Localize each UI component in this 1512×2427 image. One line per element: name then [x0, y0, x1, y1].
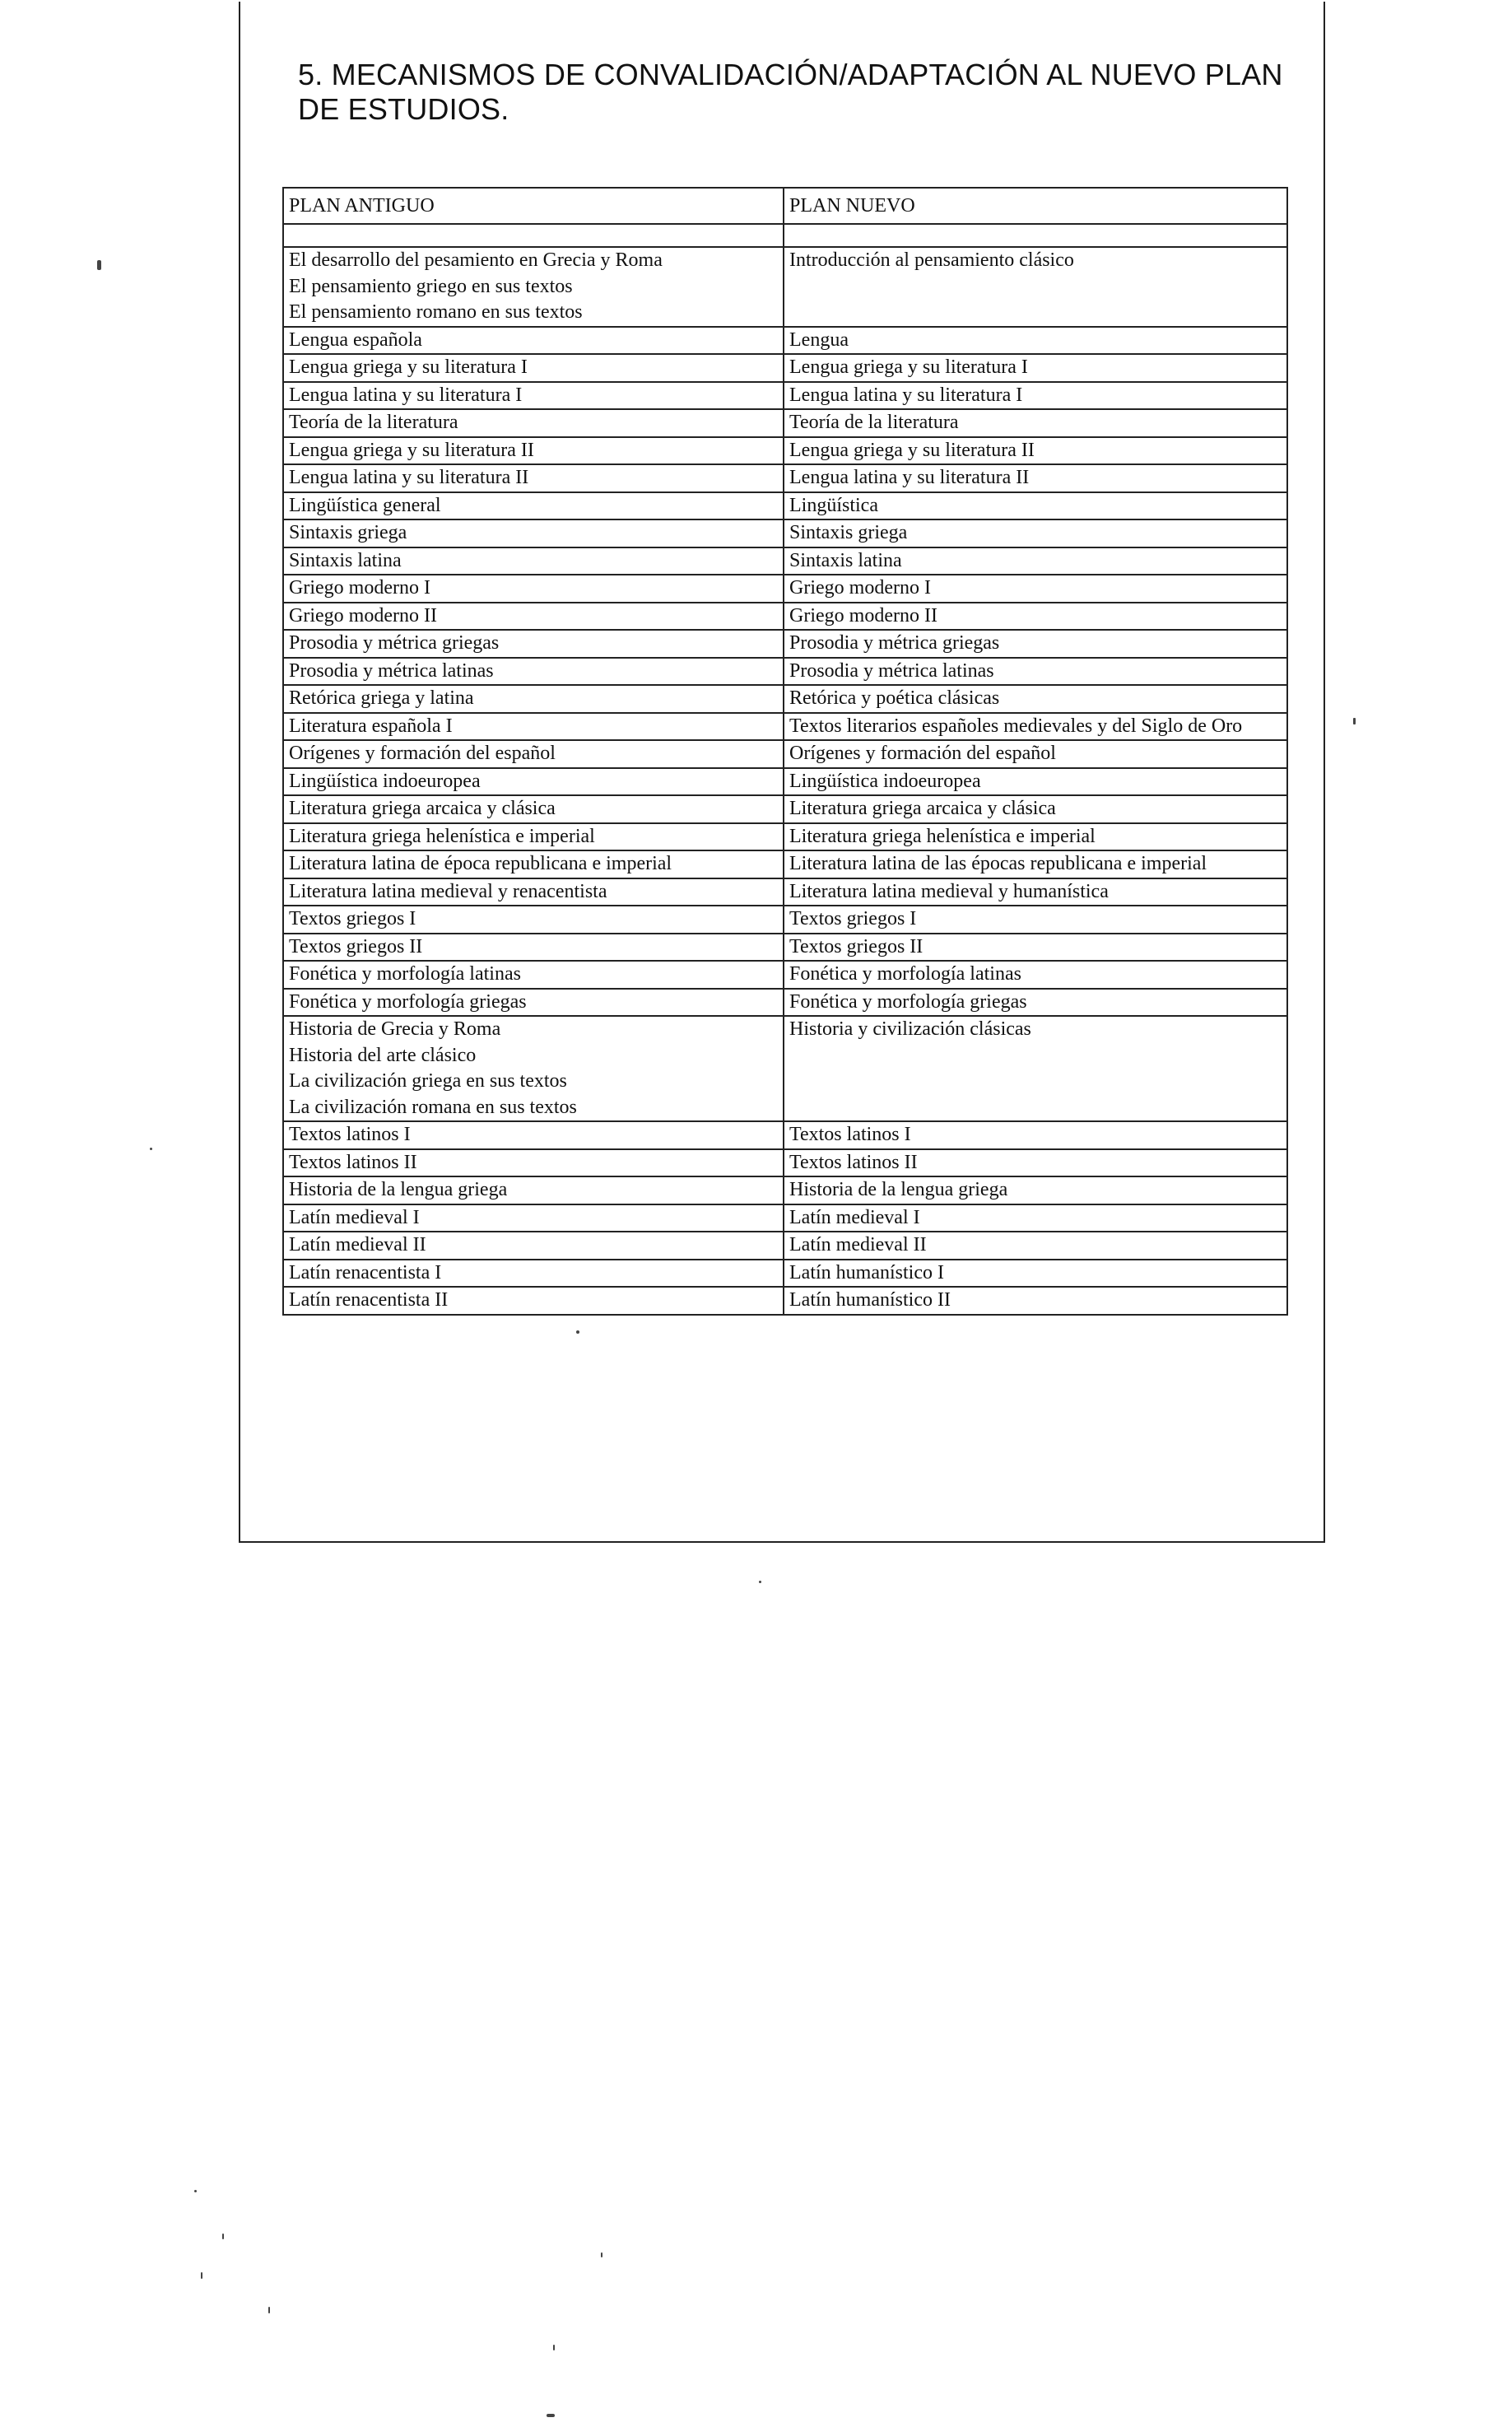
subject-name: Lengua latina y su literatura II: [789, 467, 1030, 488]
subject-name: Lingüística: [789, 494, 878, 516]
scan-speck: [1353, 718, 1356, 724]
subject-name: Sintaxis latina: [789, 549, 902, 571]
cell-plan-nuevo: [784, 685, 1287, 713]
subject-name: Lengua griega y su literatura I: [289, 356, 528, 378]
table-row: [283, 934, 1287, 962]
cell-plan-nuevo: [784, 1287, 1287, 1315]
scan-speck: [194, 2190, 197, 2192]
cell-plan-antiguo: [283, 1016, 784, 1121]
cell-plan-nuevo: [784, 658, 1287, 686]
subject-name: Textos griegos I: [289, 908, 416, 929]
cell-plan-nuevo: [784, 713, 1287, 741]
cell-plan-nuevo: [784, 519, 1287, 547]
subject-name: Literatura latina medieval y renacentista: [289, 880, 607, 902]
cell-plan-antiguo: [283, 1149, 784, 1177]
subject-name: Literatura latina medieval y humanística: [789, 880, 1109, 902]
table-header-row: [283, 188, 1287, 224]
subject-name: Literatura española I: [289, 715, 453, 737]
subject-name: Lingüística indoeuropea: [289, 770, 481, 792]
subject-name: Sintaxis griega: [789, 522, 908, 543]
table-row: [283, 989, 1287, 1017]
cell-plan-nuevo: [784, 989, 1287, 1017]
cell-plan-antiguo: [283, 658, 784, 686]
table-row: [283, 850, 1287, 878]
subject-name: Textos griegos II: [789, 935, 923, 957]
table-row: [283, 768, 1287, 796]
scan-speck: [759, 1581, 761, 1583]
table-row: [283, 1149, 1287, 1177]
cell-plan-antiguo: [283, 575, 784, 603]
subject-name: Introducción al pensamiento clásico: [789, 249, 1074, 271]
cell-plan-nuevo: [784, 382, 1287, 410]
cell-plan-antiguo: [283, 409, 784, 437]
cell-plan-nuevo: [784, 327, 1287, 355]
table-row: [283, 1176, 1287, 1204]
cell-plan-antiguo: [283, 327, 784, 355]
subject-name: Literatura latina de época republicana e imperial: [289, 853, 672, 874]
subject-name: Latín medieval II: [289, 1234, 426, 1255]
cell-plan-antiguo: [283, 1287, 784, 1315]
subject-name: Textos latinos II: [789, 1151, 918, 1173]
cell-plan-nuevo: [784, 740, 1287, 768]
cell-plan-antiguo: [283, 823, 784, 851]
subject-name: Griego moderno II: [289, 604, 437, 627]
cell-plan-nuevo: [784, 247, 1287, 327]
table-row: [283, 713, 1287, 741]
subject-name: Griego moderno I: [289, 577, 430, 599]
subject-name: Lengua latina y su literatura I: [289, 384, 523, 406]
subject-name: Textos latinos I: [789, 1124, 911, 1145]
cell-plan-nuevo: [784, 768, 1287, 796]
scan-speck: [268, 2307, 270, 2313]
cell-plan-nuevo: [784, 1176, 1287, 1204]
table-row: [283, 630, 1287, 658]
cell-plan-antiguo: [283, 247, 784, 327]
subject-name: Literatura griega helenística e imperial: [789, 825, 1096, 847]
subject-name: Literatura griega helenística e imperial: [289, 825, 595, 847]
subject-name: Historia y civilización clásicas: [789, 1018, 1031, 1040]
table-row: [283, 795, 1287, 823]
subject-name: Literatura griega arcaica y clásica: [789, 798, 1056, 819]
table-row: [283, 1121, 1287, 1149]
cell-plan-antiguo: [283, 547, 784, 575]
cell-plan-antiguo: [283, 878, 784, 906]
cell-plan-antiguo: [283, 492, 784, 520]
table-row: [283, 961, 1287, 989]
cell-plan-nuevo: [784, 1016, 1287, 1121]
header-plan-nuevo: PLAN NUEVO: [784, 188, 1287, 224]
cell-plan-antiguo: [283, 464, 784, 492]
cell-plan-antiguo: [283, 989, 784, 1017]
scan-speck: [222, 2234, 224, 2239]
subject-name: El pensamiento griego en sus textos: [289, 275, 573, 297]
subject-name: Fonética y morfología latinas: [789, 963, 1021, 985]
table-row: [283, 409, 1287, 437]
section-title: 5. MECANISMOS DE CONVALIDACIÓN/ADAPTACIÓN AL NUEVO PLAN DE ESTUDIOS.: [298, 58, 1283, 126]
table-row: [283, 492, 1287, 520]
subject-name: Lengua griega y su literatura I: [789, 356, 1028, 378]
scan-speck: [576, 1330, 579, 1334]
subject-name: Historia del arte clásico: [289, 1044, 477, 1066]
subject-name: Lengua latina y su literatura II: [289, 467, 529, 488]
cell-plan-antiguo: [283, 354, 784, 382]
table-row: [283, 740, 1287, 768]
table-row: [283, 1260, 1287, 1288]
cell-plan-antiguo: [283, 1204, 784, 1232]
header-plan-antiguo: PLAN ANTIGUO: [283, 188, 784, 224]
subject-name: Orígenes y formación del español: [789, 743, 1056, 764]
cell-plan-antiguo: [283, 630, 784, 658]
subject-name: Sintaxis griega: [289, 522, 407, 543]
cell-plan-nuevo: [784, 575, 1287, 603]
subject-name: Prosodia y métrica griegas: [289, 632, 500, 654]
cell-plan-antiguo: [283, 382, 784, 410]
subject-name: Lengua española: [289, 328, 422, 351]
cell-plan-nuevo: [784, 492, 1287, 520]
table-row: [283, 354, 1287, 382]
subject-name: Sintaxis latina: [289, 549, 402, 571]
cell-plan-nuevo: [784, 934, 1287, 962]
subject-name: Teoría de la literatura: [789, 412, 959, 433]
cell-plan-antiguo: [283, 1176, 784, 1204]
cell-plan-nuevo: [784, 1149, 1287, 1177]
subject-name: Orígenes y formación del español: [289, 743, 556, 764]
subject-name: Griego moderno II: [789, 604, 937, 627]
table-row: [283, 1287, 1287, 1315]
cell-plan-antiguo: [283, 961, 784, 989]
subject-name: Griego moderno I: [789, 577, 931, 599]
cell-plan-nuevo: [784, 795, 1287, 823]
subject-name: Latín renacentista I: [289, 1261, 442, 1283]
cell-plan-antiguo: [283, 1260, 784, 1288]
subject-name: Teoría de la literatura: [289, 412, 458, 433]
subject-name: Lingüística indoeuropea: [789, 770, 981, 792]
subject-name: Latín humanístico II: [789, 1289, 951, 1311]
subject-name: Literatura griega arcaica y clásica: [289, 798, 556, 819]
subject-name: Fonética y morfología latinas: [289, 963, 521, 985]
cell-plan-antiguo: [283, 685, 784, 713]
cell-plan-nuevo: [784, 437, 1287, 465]
cell-plan-nuevo: [784, 1204, 1287, 1232]
scan-speck: [547, 2414, 555, 2417]
cell-plan-nuevo: [784, 1121, 1287, 1149]
table-row: [283, 1016, 1287, 1121]
table-row: [283, 437, 1287, 465]
cell-plan-nuevo: [784, 906, 1287, 934]
table-row: [283, 906, 1287, 934]
scan-speck: [150, 1148, 152, 1150]
subject-name: Fonética y morfología griegas: [289, 990, 527, 1013]
subject-name: Textos literarios españoles medievales y del Siglo de Oro: [789, 715, 1243, 737]
subject-name: Textos latinos II: [289, 1151, 417, 1173]
header-spacer-row: [283, 224, 1287, 247]
cell-plan-nuevo: [784, 547, 1287, 575]
subject-name: Literatura latina de las épocas republicana e imperial: [789, 853, 1207, 874]
scan-speck: [201, 2272, 202, 2279]
table-body: [283, 247, 1287, 1315]
cell-plan-antiguo: [283, 713, 784, 741]
cell-plan-nuevo: [784, 878, 1287, 906]
cell-plan-nuevo: [784, 354, 1287, 382]
subject-name: Lengua griega y su literatura II: [789, 439, 1035, 461]
cell-plan-nuevo: [784, 1232, 1287, 1260]
scan-speck: [97, 260, 101, 270]
spacer-cell: [784, 224, 1287, 247]
cell-plan-antiguo: [283, 795, 784, 823]
table-row: [283, 327, 1287, 355]
subject-name: Latín medieval I: [789, 1206, 920, 1228]
subject-name: Lengua: [789, 328, 849, 351]
cell-plan-antiguo: [283, 437, 784, 465]
table-row: [283, 464, 1287, 492]
subject-name: Latín medieval I: [289, 1206, 420, 1228]
cell-plan-nuevo: [784, 603, 1287, 631]
table-row: [283, 878, 1287, 906]
table-row: [283, 823, 1287, 851]
subject-name: Latín humanístico I: [789, 1261, 944, 1283]
subject-name: Retórica griega y latina: [289, 687, 474, 709]
subject-name: La civilización romana en sus textos: [289, 1096, 577, 1118]
table-row: [283, 1204, 1287, 1232]
table-row: [283, 247, 1287, 327]
cell-plan-antiguo: [283, 934, 784, 962]
subject-name: Fonética y morfología griegas: [789, 990, 1027, 1013]
cell-plan-nuevo: [784, 961, 1287, 989]
table-row: [283, 658, 1287, 686]
subject-name: Prosodia y métrica latinas: [789, 659, 994, 682]
cell-plan-nuevo: [784, 850, 1287, 878]
subject-name: Lengua griega y su literatura II: [289, 439, 534, 461]
table-row: [283, 382, 1287, 410]
cell-plan-antiguo: [283, 1121, 784, 1149]
subject-name: Textos latinos I: [289, 1124, 411, 1145]
subject-name: Retórica y poética clásicas: [789, 687, 1000, 709]
subject-name: Latín renacentista II: [289, 1289, 449, 1311]
cell-plan-nuevo: [784, 823, 1287, 851]
subject-name: Textos griegos II: [289, 935, 423, 957]
cell-plan-antiguo: [283, 768, 784, 796]
cell-plan-nuevo: [784, 464, 1287, 492]
cell-plan-antiguo: [283, 850, 784, 878]
table-row: [283, 685, 1287, 713]
cell-plan-antiguo: [283, 1232, 784, 1260]
cell-plan-antiguo: [283, 906, 784, 934]
scan-speck: [553, 2345, 555, 2350]
subject-name: Historia de la lengua griega: [789, 1179, 1008, 1200]
cell-plan-antiguo: [283, 519, 784, 547]
equivalence-table-wrap: [282, 187, 1286, 1316]
cell-plan-antiguo: [283, 603, 784, 631]
cell-plan-nuevo: [784, 409, 1287, 437]
scan-speck: [601, 2252, 602, 2257]
subject-name: Textos griegos I: [789, 908, 917, 929]
subject-name: Latín medieval II: [789, 1234, 927, 1255]
subject-name: El pensamiento romano en sus textos: [289, 301, 583, 323]
cell-plan-antiguo: [283, 740, 784, 768]
spacer-cell: [283, 224, 784, 247]
table-row: [283, 519, 1287, 547]
subject-name: Lingüística general: [289, 494, 441, 516]
cell-plan-nuevo: [784, 630, 1287, 658]
subject-name: El desarrollo del pesamiento en Grecia y Roma: [289, 249, 663, 271]
subject-name: La civilización griega en sus textos: [289, 1070, 567, 1092]
subject-name: Prosodia y métrica latinas: [289, 659, 494, 682]
table-row: [283, 603, 1287, 631]
cell-plan-nuevo: [784, 1260, 1287, 1288]
table-row: [283, 1232, 1287, 1260]
subject-name: Historia de la lengua griega: [289, 1179, 508, 1200]
subject-name: Prosodia y métrica griegas: [789, 632, 1000, 654]
table-row: [283, 575, 1287, 603]
subject-name: Historia de Grecia y Roma: [289, 1018, 501, 1040]
equivalence-table: [282, 187, 1288, 1316]
subject-name: Lengua latina y su literatura I: [789, 384, 1023, 406]
table-row: [283, 547, 1287, 575]
